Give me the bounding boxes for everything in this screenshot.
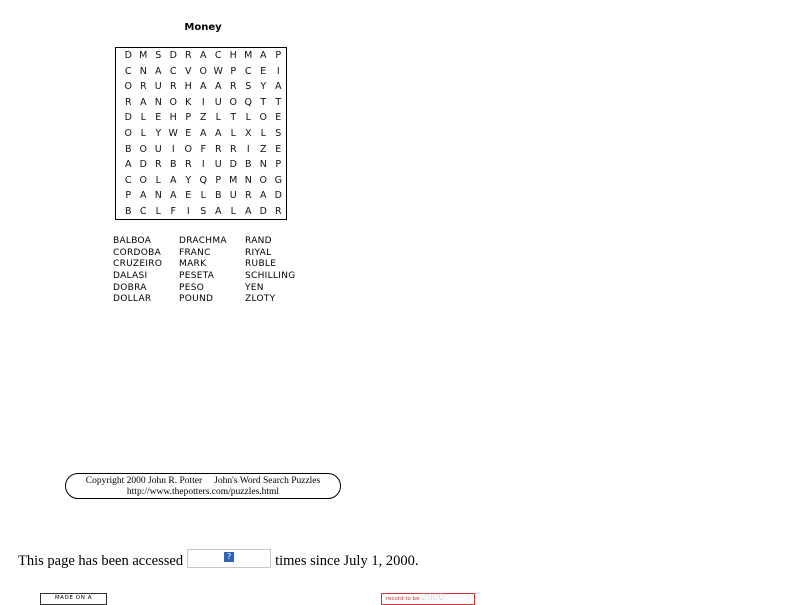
grid-letter: P xyxy=(125,190,132,202)
grid-letter: M xyxy=(244,50,253,61)
grid-letter: P xyxy=(275,159,282,171)
word-item: DOLLAR xyxy=(113,294,152,305)
grid-row xyxy=(116,157,286,173)
grid-row xyxy=(116,126,286,142)
record-badge-faded: 2000 xyxy=(421,593,445,603)
grid-row xyxy=(116,142,286,158)
word-item: CRUZEIRO xyxy=(113,259,163,270)
grid-letter: Y xyxy=(155,127,162,139)
hit-counter-image xyxy=(187,549,271,568)
grid-letter: U xyxy=(214,159,223,171)
grid-letter: Q xyxy=(199,174,208,186)
grid-letter: N xyxy=(139,65,148,77)
grid-letter: L xyxy=(245,112,252,124)
grid-letter: A xyxy=(155,65,162,77)
grid-letter: N xyxy=(154,96,163,108)
grid-letter: L xyxy=(140,112,147,124)
grid-letter: A xyxy=(215,127,222,139)
grid-letter: L xyxy=(230,205,237,217)
word-item: FRANC xyxy=(179,247,211,258)
grid-letter: B xyxy=(124,143,133,155)
grid-letter: C xyxy=(139,205,148,217)
grid-letter: P xyxy=(185,112,192,124)
grid-letter: A xyxy=(125,159,132,171)
grid-letter: L xyxy=(230,127,237,139)
word-item: PESO xyxy=(179,282,205,293)
word-list xyxy=(113,236,315,306)
grid-letter: R xyxy=(214,143,223,155)
grid-letter: A xyxy=(200,81,207,93)
grid-letter: E xyxy=(185,190,192,202)
grid-letter: H xyxy=(184,81,193,93)
grid-letter: D xyxy=(259,205,268,217)
record-badge[interactable] xyxy=(381,593,475,605)
grid-letter: C xyxy=(214,50,223,61)
grid-letter: I xyxy=(171,143,176,155)
access-text-before: This page has been accessed xyxy=(18,553,184,569)
word-item: CORDOBA xyxy=(113,247,162,258)
grid-letter: R xyxy=(274,205,283,217)
grid-letter: I xyxy=(201,159,206,171)
made-on-badge[interactable] xyxy=(40,593,107,605)
word-item: PESETA xyxy=(179,271,215,282)
grid-letter: O xyxy=(124,81,133,93)
grid-letter: B xyxy=(214,190,223,202)
word-item: ZLOTY xyxy=(245,294,276,305)
grid-letter: D xyxy=(139,159,148,171)
grid-letter: I xyxy=(246,143,251,155)
grid-letter: V xyxy=(185,65,192,77)
grid-letter: L xyxy=(140,127,147,139)
grid-letter: O xyxy=(259,174,268,186)
word-item: DRACHMA xyxy=(179,236,227,246)
copyright-url[interactable]: http://www.thepotters.com/puzzles.html xyxy=(126,487,280,497)
grid-letter: R xyxy=(169,81,178,93)
grid-letter: S xyxy=(245,81,252,93)
grid-letter: L xyxy=(215,112,222,124)
grid-letter: I xyxy=(276,65,281,77)
grid-letter: U xyxy=(229,190,238,202)
grid-letter: L xyxy=(155,174,162,186)
grid-letter: R xyxy=(184,50,193,61)
grid-letter: D xyxy=(169,50,178,61)
made-on-label: MADE ON A xyxy=(54,595,93,601)
grid-letter: I xyxy=(201,96,206,108)
grid-letter: O xyxy=(184,143,193,155)
word-item: DOBRA xyxy=(113,282,147,293)
grid-letter: H xyxy=(169,112,178,124)
grid-letter: C xyxy=(124,65,133,77)
grid-letter: G xyxy=(274,174,283,186)
copyright-banner[interactable] xyxy=(65,473,341,499)
grid-letter: F xyxy=(200,143,207,155)
grid-letter: O xyxy=(139,174,148,186)
grid-letter: S xyxy=(155,50,162,61)
word-item: RUBLE xyxy=(245,259,277,270)
grid-letter: Z xyxy=(199,112,207,124)
grid-letter: A xyxy=(140,190,147,202)
record-badge-label: record to be xyxy=(386,596,420,602)
grid-letter: O xyxy=(259,112,268,124)
grid-letter: A xyxy=(260,190,267,202)
grid-letter: M xyxy=(139,50,148,61)
grid-letter: A xyxy=(260,50,267,61)
grid-letter: L xyxy=(200,190,207,202)
grid-letter: U xyxy=(154,81,163,93)
grid-letter: L xyxy=(155,205,162,217)
grid-letter: B xyxy=(169,159,178,171)
grid-letter: R xyxy=(184,159,193,171)
grid-letter: C xyxy=(244,65,253,77)
word-item: YEN xyxy=(245,282,264,293)
grid-letter: L xyxy=(260,127,267,139)
grid-letter: P xyxy=(215,174,222,186)
word-search-grid xyxy=(115,47,287,220)
grid-row xyxy=(116,110,286,126)
grid-letter: A xyxy=(200,50,207,61)
grid-letter: A xyxy=(170,190,177,202)
grid-letter: D xyxy=(229,159,238,171)
grid-letter: R xyxy=(124,96,133,108)
grid-row xyxy=(116,188,286,204)
grid-row xyxy=(116,48,286,64)
access-counter-line xyxy=(18,552,418,571)
grid-row xyxy=(116,204,286,220)
broken-image-icon: ? xyxy=(224,552,234,562)
grid-letter: X xyxy=(244,127,252,139)
grid-row xyxy=(116,79,286,95)
grid-letter: P xyxy=(230,65,237,77)
grid-row xyxy=(116,95,286,111)
grid-letter: D xyxy=(274,190,283,202)
word-item: DALASI xyxy=(113,271,148,282)
grid-letter: S xyxy=(275,127,282,139)
grid-letter: O xyxy=(229,96,238,108)
grid-letter: O xyxy=(139,143,148,155)
grid-letter: O xyxy=(169,96,178,108)
grid-letter: B xyxy=(244,159,253,171)
grid-letter: R xyxy=(244,190,253,202)
grid-letter: Y xyxy=(185,174,192,186)
word-item: SCHILLING xyxy=(245,271,296,282)
grid-letter: F xyxy=(170,205,177,217)
grid-letter: M xyxy=(229,174,238,186)
grid-letter: W xyxy=(213,65,224,77)
grid-letter: I xyxy=(186,205,191,217)
grid-letter: E xyxy=(155,112,162,124)
word-column xyxy=(245,236,315,306)
grid-letter: R xyxy=(229,81,238,93)
grid-letter: S xyxy=(200,205,207,217)
grid-letter: C xyxy=(169,65,178,77)
grid-letter: A xyxy=(215,81,222,93)
grid-letter: N xyxy=(259,159,268,171)
grid-letter: O xyxy=(124,127,133,139)
grid-letter: Y xyxy=(260,81,267,93)
word-item: MARK xyxy=(179,259,207,270)
grid-letter: E xyxy=(275,112,282,124)
grid-letter: U xyxy=(214,96,223,108)
grid-letter: Z xyxy=(259,143,267,155)
word-column xyxy=(179,236,245,306)
grid-letter: P xyxy=(275,50,282,61)
grid-letter: A xyxy=(200,127,207,139)
grid-letter: C xyxy=(124,174,133,186)
copyright-text: Copyright 2000 John R. Potter xyxy=(85,476,203,486)
grid-letter: R xyxy=(154,159,163,171)
grid-letter: W xyxy=(168,127,179,139)
puzzle-title: Money xyxy=(184,22,222,33)
grid-letter: R xyxy=(229,143,238,155)
grid-row xyxy=(116,64,286,80)
grid-letter: E xyxy=(260,65,267,77)
grid-letter: T xyxy=(230,112,237,124)
grid-letter: D xyxy=(124,50,133,61)
access-text-after: times since July 1, 2000. xyxy=(275,553,419,569)
word-item: RIYAL xyxy=(245,247,272,258)
grid-letter: A xyxy=(245,205,252,217)
grid-letter: T xyxy=(275,96,282,108)
word-item: BALBOA xyxy=(113,236,152,246)
word-item: RAND xyxy=(245,236,272,246)
grid-letter: N xyxy=(244,174,253,186)
grid-letter: Q xyxy=(244,96,253,108)
grid-row xyxy=(116,173,286,189)
grid-letter: N xyxy=(154,190,163,202)
grid-letter: A xyxy=(275,81,282,93)
site-name: John's Word Search Puzzles xyxy=(214,476,321,486)
grid-letter: H xyxy=(229,50,238,61)
grid-letter: O xyxy=(199,65,208,77)
grid-letter: E xyxy=(185,127,192,139)
grid-letter: A xyxy=(170,174,177,186)
word-item: POUND xyxy=(179,294,214,305)
grid-letter: E xyxy=(275,143,282,155)
grid-letter: U xyxy=(154,143,163,155)
grid-letter: A xyxy=(140,96,147,108)
grid-letter: A xyxy=(215,205,222,217)
grid-letter: D xyxy=(124,112,133,124)
grid-letter: B xyxy=(124,205,133,217)
grid-letter: R xyxy=(139,81,148,93)
word-column xyxy=(113,236,179,306)
grid-letter: K xyxy=(185,96,192,108)
grid-letter: T xyxy=(260,96,267,108)
